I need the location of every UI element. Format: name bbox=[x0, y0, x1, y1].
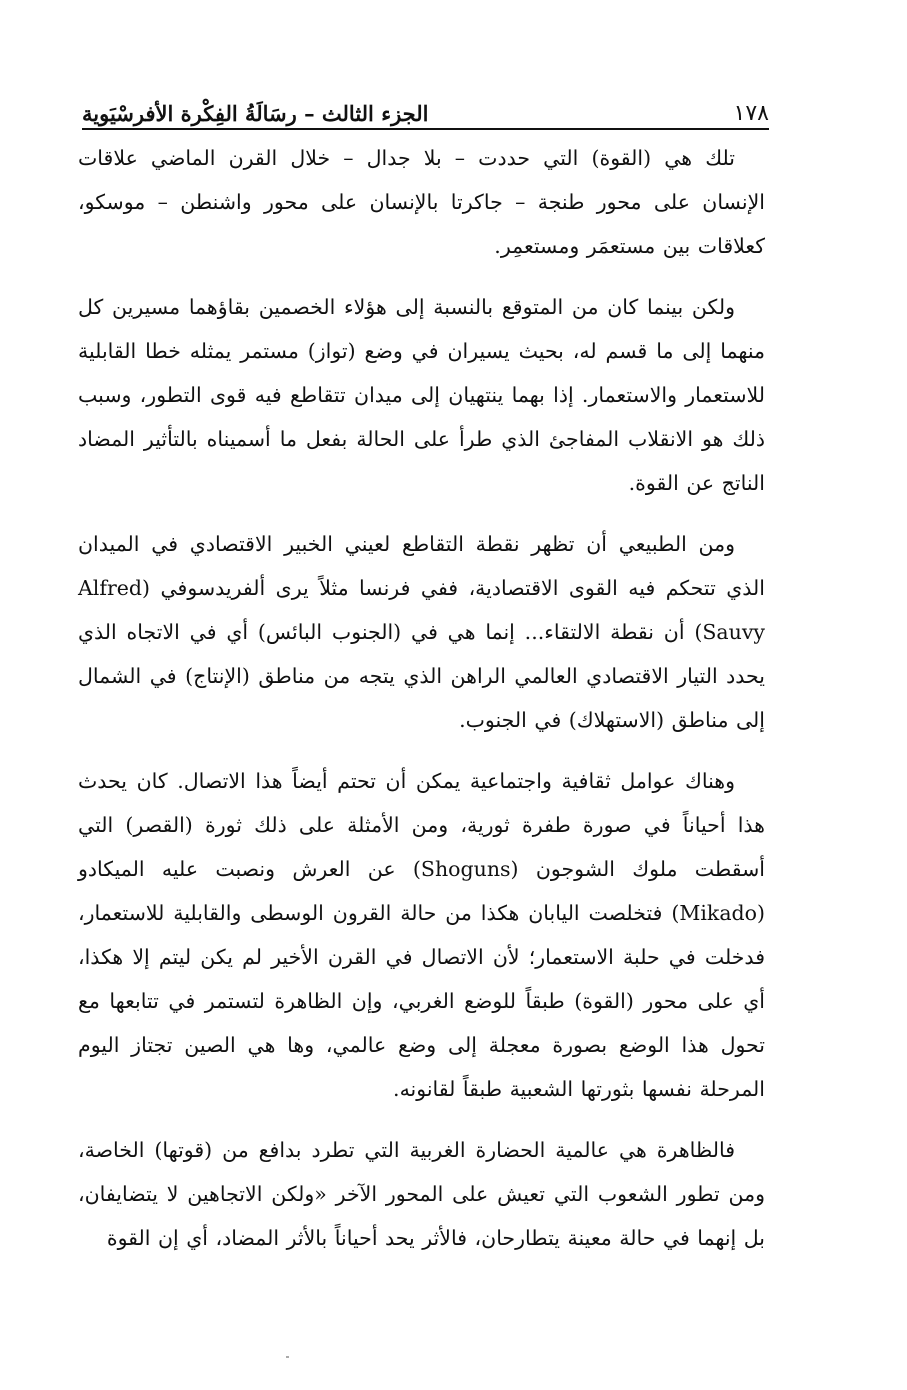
page-number: ١٧٨ bbox=[733, 101, 769, 126]
body-text bbox=[78, 136, 765, 1277]
paragraph-5: فالظاهرة هي عالمية الحضارة الغربية التي تطرد بدافع من (قوتها) الخاصة، ومن تطور الشعوب التي تعيش على المحور الآخر «ولكن الاتجاهين لا يتضايفان، بل إنهما في حالة معينة يتطارحان، فالأثر يحد أحياناً بالأثر المضاد، أي إن القوة bbox=[78, 1138, 765, 1250]
running-header bbox=[82, 82, 769, 130]
paragraph-2: ولكن بينما كان من المتوقع بالنسبة إلى هؤلاء الخصمين بقاؤهما مسيرين كل منهما إلى ما قسم له، بحيث يسيران في وضع (تواز) مستمر يمثله خطا القابلية للاستعمار والاستعمار. إذا بهما ينتهيان إلى ميدان تتقاطع فيه قوى التطور، وسبب ذلك هو الانقلاب المفاجئ الذي طرأ على الحالة بفعل ما أسميناه بالتأثير المضاد الناتج عن القوة. bbox=[78, 295, 765, 495]
scan-speck bbox=[286, 1356, 289, 1358]
paragraph-3: ومن الطبيعي أن تظهر نقطة التقاطع لعيني الخبير الاقتصادي في الميدان الذي تتحكم فيه القوى الاقتصادية، ففي فرنسا مثلاً يرى ألفريدسوفي (Alfred Sauvy) أن نقطة الالتقاء... إنما هي في (الجنوب البائس) أي في الاتجاه الذي يحدد التيار الاقتصادي العالمي الراهن الذي يتجه من مناطق (الإنتاج) في الشمال إلى مناطق (الاستهلاك) في الجنوب. bbox=[78, 532, 765, 732]
paragraph-4: وهناك عوامل ثقافية واجتماعية يمكن أن تحتم أيضاً هذا الاتصال. كان يحدث هذا أحياناً في صورة طفرة ثورية، ومن الأمثلة على ذلك ثورة (القصر) التي أسقطت ملوك الشوجون (Shoguns) عن العرش ونصبت عليه الميكادو (Mikado) فتخلصت اليابان هكذا من حالة القرون الوسطى والقابلية للاستعمار، فدخلت في حلبة الاستعمار؛ لأن الاتصال في القرن الأخير لم يكن ليتم إلا هكذا، أي على محور (القوة) طبقاً للوضع الغربي، وإن الظاهرة لتستمر في تتابعها مع تحول هذا الوضع بصورة معجلة إلى وضع عالمي، وها هي الصين تجتاز اليوم المرحلة نفسها بثورتها الشعبية طبقاً لقانونه. bbox=[78, 769, 765, 1101]
running-title: الجزء الثالث – رسَالَةُ الفِكْرة الأفرسْيَوية bbox=[82, 101, 429, 126]
paragraph-1: تلك هي (القوة) التي حددت – بلا جدال – خلال القرن الماضي علاقات الإنسان على محور طنجة – جاكرتا بالإنسان على محور واشنطن – موسكو، كعلاقات بين مستعمَر ومستعمِر. bbox=[78, 146, 765, 258]
